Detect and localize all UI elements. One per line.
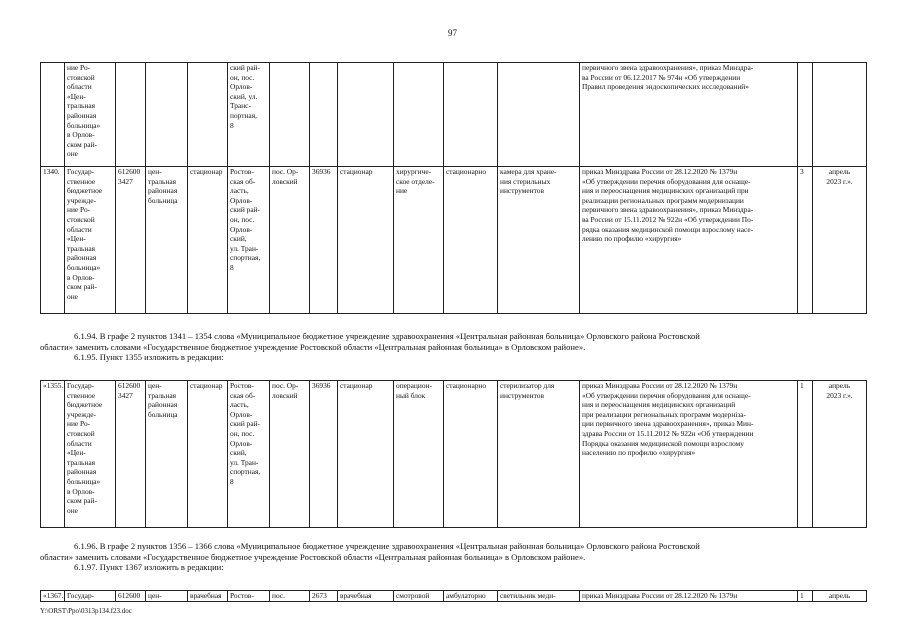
cell-line: 2023 г.».: [826, 176, 853, 186]
cell-line: «Цен-: [67, 234, 86, 244]
cell-line: районная: [67, 253, 97, 263]
cell-line: ская об-: [230, 390, 256, 400]
cell-basis: [580, 63, 798, 167]
cell-line: приказ Минздрава России от 28.12.2020 № 1379н: [582, 167, 738, 176]
cell-line: Ростов-: [230, 381, 254, 390]
cell-line: тральная: [67, 243, 96, 253]
cell-line: больница»: [67, 262, 101, 272]
cell-institution: [65, 381, 116, 528]
cell-line: области: [67, 438, 92, 448]
file-path-footer: Y:\ORST\Ppo\0313p134.f23.doc: [40, 607, 132, 615]
cell-code: [116, 63, 146, 167]
amendment-paragraph-2: [40, 541, 866, 573]
cell-line: тральная: [148, 176, 177, 186]
cell-type: [146, 167, 188, 314]
cell-line: Орлов-: [230, 224, 253, 234]
cell-code: [116, 167, 146, 314]
cell-line: первичного звена здравоохранения», приказ Минздра-: [582, 205, 754, 215]
paragraph-line: 6.1.94. В графе 2 пунктов 1341 – 1354 слова «Муниципальное бюджетное учреждение здравоохранения «Центральная районная больница» Орловского района Ростовской: [74, 331, 700, 341]
cell-line: в Орлов-: [67, 130, 95, 140]
cell-line: оне: [67, 505, 78, 515]
cell-unit-type: стационар: [338, 381, 394, 528]
cell-line: 8: [230, 476, 234, 486]
cell-line: Орлов-: [230, 195, 253, 205]
cell-line: ный блок: [396, 390, 426, 400]
cell-line: ственное: [67, 176, 96, 186]
cell-address: [228, 381, 270, 528]
cell-line: первичного звена здравоохранения», приказ Минздра-: [582, 63, 754, 72]
cell-code: 612600: [116, 591, 146, 602]
cell-line: Орлов-: [230, 409, 253, 419]
cell-address: [228, 63, 270, 167]
cell-line: «Цен-: [67, 448, 86, 458]
cell-number: [41, 63, 65, 167]
cell-settlement: [270, 63, 310, 167]
cell-line: ул. Тран-: [230, 243, 259, 253]
cell-unit-type: [338, 63, 394, 167]
cell-line: ласть,: [230, 400, 249, 410]
cell-line: учрежде-: [67, 409, 96, 419]
cell-line: ние Ро-: [67, 63, 91, 72]
cell-line: больница»: [67, 476, 101, 486]
paragraph-line: 6.1.95. Пункт 1355 изложить в редакции:: [74, 352, 224, 363]
cell-settlement: пос.: [270, 591, 310, 602]
cell-line: ул. Тран-: [230, 457, 259, 467]
cell-line: пос. Ор-: [272, 167, 299, 176]
cell-basis: [580, 167, 798, 314]
equipment-table-1367: [40, 590, 867, 602]
cell-line: спортная,: [230, 467, 261, 477]
cell-form: стационар: [188, 381, 228, 528]
cell-line: ние Ро-: [67, 419, 91, 429]
cell-line: ственное: [67, 390, 96, 400]
cell-line: при реализации региональных программ модернiза-: [582, 409, 747, 419]
cell-institution: Государ-: [65, 591, 116, 602]
cell-line: ласть,: [230, 186, 249, 196]
cell-line: реализации региональных программ модернизации: [582, 195, 744, 205]
cell-department: [394, 63, 444, 167]
table-row: [41, 63, 867, 167]
cell-line: тральная: [67, 101, 96, 111]
cell-equipment: [498, 381, 580, 528]
cell-line: районная: [148, 400, 178, 410]
cell-quantity: 1: [798, 591, 813, 602]
cell-line: районная: [67, 467, 97, 477]
cell-line: ции первичного звена здравоохранения», приказ Мин-: [582, 419, 754, 429]
cell-number: «1355.: [41, 381, 65, 528]
paragraph-line: 6.1.96. В графе 2 пунктов 1356 – 1366 слова «Муниципальное бюджетное учреждение здравоохранения «Центральная районная больница» Орловского района Ростовской: [74, 541, 700, 551]
cell-line: Государ-: [67, 167, 95, 176]
cell-line: «Цен-: [67, 91, 86, 101]
cell-line: больница: [148, 195, 178, 205]
cell-line: ском рай-: [67, 282, 97, 292]
cell-line: 612600: [118, 381, 141, 390]
cell-care-form: амбулаторно: [444, 591, 498, 602]
cell-type: [146, 63, 188, 167]
cell-unit-type: врачебная: [338, 591, 394, 602]
page-number: 97: [448, 28, 457, 38]
cell-form: стационар: [188, 167, 228, 314]
cell-line: ния и переоснащения медицинских организаций: [582, 400, 736, 410]
cell-line: Правил проведения эндоскопических исследований»: [582, 82, 749, 92]
cell-line: камера для хране-: [500, 167, 557, 176]
cell-line: 3427: [118, 390, 133, 400]
cell-line: цен-: [148, 381, 162, 390]
cell-line: «Об утверждении перечня оборудования для оснаще-: [582, 176, 751, 186]
cell-type: [146, 381, 188, 528]
cell-number: 1340.: [41, 167, 65, 314]
cell-line: области: [67, 82, 92, 92]
cell-line: ском рай-: [67, 496, 97, 506]
cell-line: рядка оказания медицинской помощи взрослому насе-: [582, 224, 754, 234]
cell-line: Государ-: [67, 381, 95, 390]
cell-oktmo: 2673: [310, 591, 338, 602]
cell-line: Орлов-: [230, 82, 253, 92]
cell-line: бюджетное: [67, 400, 103, 410]
cell-quantity: 1: [798, 381, 813, 528]
cell-line: ние: [396, 186, 408, 196]
cell-line: ский,: [230, 234, 247, 244]
cell-care-form: стационарно: [444, 381, 498, 528]
cell-line: инструментов: [500, 186, 544, 196]
cell-oktmo: 36936: [310, 381, 338, 528]
cell-line: ловский: [272, 390, 298, 400]
cell-line: цен-: [148, 167, 162, 176]
cell-line: 612600: [118, 167, 141, 176]
cell-line: ский рай-: [230, 63, 261, 72]
cell-form: [188, 63, 228, 167]
table-row: [41, 591, 867, 602]
paragraph-line: области» заменить словами «Государственное бюджетное учреждение Ростовской области «Центральная районная больница» в Орловском районе».: [40, 341, 586, 352]
cell-address: [228, 167, 270, 314]
cell-type: цен-: [146, 591, 188, 602]
cell-deadline: [813, 381, 867, 528]
cell-equipment: светильник меди-: [498, 591, 580, 602]
cell-line: операцион-: [396, 381, 432, 390]
cell-line: апрель: [828, 381, 851, 390]
cell-line: Транс-: [230, 101, 251, 111]
cell-quantity: [798, 63, 813, 167]
cell-line: стовской: [67, 428, 95, 438]
cell-line: «Об утверждении перечня оборудования для оснаще-: [582, 390, 751, 400]
cell-deadline: [813, 167, 867, 314]
cell-line: стовской: [67, 214, 95, 224]
cell-line: области: [67, 224, 92, 234]
cell-line: учрежде-: [67, 195, 96, 205]
cell-line: 8: [230, 262, 234, 272]
cell-line: стерилизатор для: [500, 381, 555, 390]
table-row: [41, 167, 867, 314]
cell-line: ния стерильных: [500, 176, 551, 186]
equipment-table-top: [40, 62, 867, 314]
cell-line: ская об-: [230, 176, 256, 186]
cell-line: населению по профилю «хирургия»: [582, 448, 696, 458]
cell-department: смотровой: [394, 591, 444, 602]
cell-line: тральная: [67, 457, 96, 467]
cell-deadline: апрель: [813, 591, 867, 602]
cell-line: ском рай-: [67, 139, 97, 149]
cell-line: портная,: [230, 110, 257, 120]
cell-line: лению по профилю «хирургия»: [582, 234, 682, 244]
cell-line: 8: [230, 120, 234, 130]
cell-line: ния и переоснащения медицинских организаций при: [582, 186, 749, 196]
cell-line: 2023 г.».: [826, 390, 853, 400]
cell-line: бюджетное: [67, 186, 103, 196]
cell-line: тральная: [148, 390, 177, 400]
cell-line: 3427: [118, 176, 133, 186]
cell-institution: [65, 63, 116, 167]
amendment-paragraph-1: [40, 331, 866, 363]
cell-line: в Орлов-: [67, 272, 95, 282]
cell-line: ние Ро-: [67, 205, 91, 215]
cell-line: оне: [67, 149, 78, 159]
cell-line: стовской: [67, 72, 95, 82]
cell-line: пос. Ор-: [272, 381, 299, 390]
cell-institution: [65, 167, 116, 314]
cell-line: ва России от 15.11.2012 № 922н «Об утверждении По-: [582, 214, 754, 224]
cell-line: он, пос.: [230, 72, 255, 82]
cell-line: ский, ул.: [230, 91, 258, 101]
cell-line: приказ Минздрава России от 28.12.2020 № 1379н: [582, 381, 738, 390]
paragraph-line: области» заменить словами «Государственное бюджетное учреждение Ростовской области «Центральная районная больница» в Орловском районе».: [40, 551, 586, 562]
cell-line: в Орлов-: [67, 486, 95, 496]
cell-equipment: [498, 63, 580, 167]
cell-line: Орлов-: [230, 438, 253, 448]
cell-line: Ростов-: [230, 167, 254, 176]
cell-line: ва России от 06.12.2017 № 974н «Об утверждении: [582, 72, 741, 82]
cell-line: Порядка оказания медицинской помощи взрослому: [582, 438, 744, 448]
cell-equipment: [498, 167, 580, 314]
table-row: [41, 381, 867, 528]
cell-line: он, пос.: [230, 428, 255, 438]
cell-line: ский рай-: [230, 419, 261, 429]
cell-care-form: [444, 63, 498, 167]
cell-oktmo: [310, 63, 338, 167]
cell-line: ский,: [230, 448, 247, 458]
cell-unit-type: стационар: [338, 167, 394, 314]
cell-department: [394, 167, 444, 314]
cell-care-form: стационарно: [444, 167, 498, 314]
cell-address: Ростов-: [228, 591, 270, 602]
cell-line: ское отделе-: [396, 176, 435, 186]
cell-quantity: 3: [798, 167, 813, 314]
cell-department: [394, 381, 444, 528]
cell-line: районная: [148, 186, 178, 196]
cell-line: инструментов: [500, 390, 544, 400]
cell-code: [116, 381, 146, 528]
cell-line: больница»: [67, 120, 101, 130]
cell-line: он, пос.: [230, 214, 255, 224]
cell-settlement: [270, 381, 310, 528]
cell-line: районная: [67, 110, 97, 120]
cell-number: «1367.: [41, 591, 65, 602]
cell-line: оне: [67, 291, 78, 301]
cell-basis: [580, 381, 798, 528]
cell-line: ловский: [272, 176, 298, 186]
cell-line: ский рай-: [230, 205, 261, 215]
cell-basis: приказ Минздрава России от 28.12.2020 № 1379н: [580, 591, 798, 602]
cell-form: врачебная: [188, 591, 228, 602]
cell-line: апрель: [828, 167, 851, 176]
cell-line: больница: [148, 409, 178, 419]
cell-line: хирургиче-: [396, 167, 432, 176]
cell-deadline: [813, 63, 867, 167]
cell-line: здрава России от 15.11.2012 № 922н «Об утверждении: [582, 428, 754, 438]
equipment-table-1355: [40, 380, 867, 528]
paragraph-line: 6.1.97. Пункт 1367 изложить в редакции:: [74, 562, 224, 573]
cell-settlement: [270, 167, 310, 314]
cell-line: спортная,: [230, 253, 261, 263]
cell-oktmo: 36936: [310, 167, 338, 314]
